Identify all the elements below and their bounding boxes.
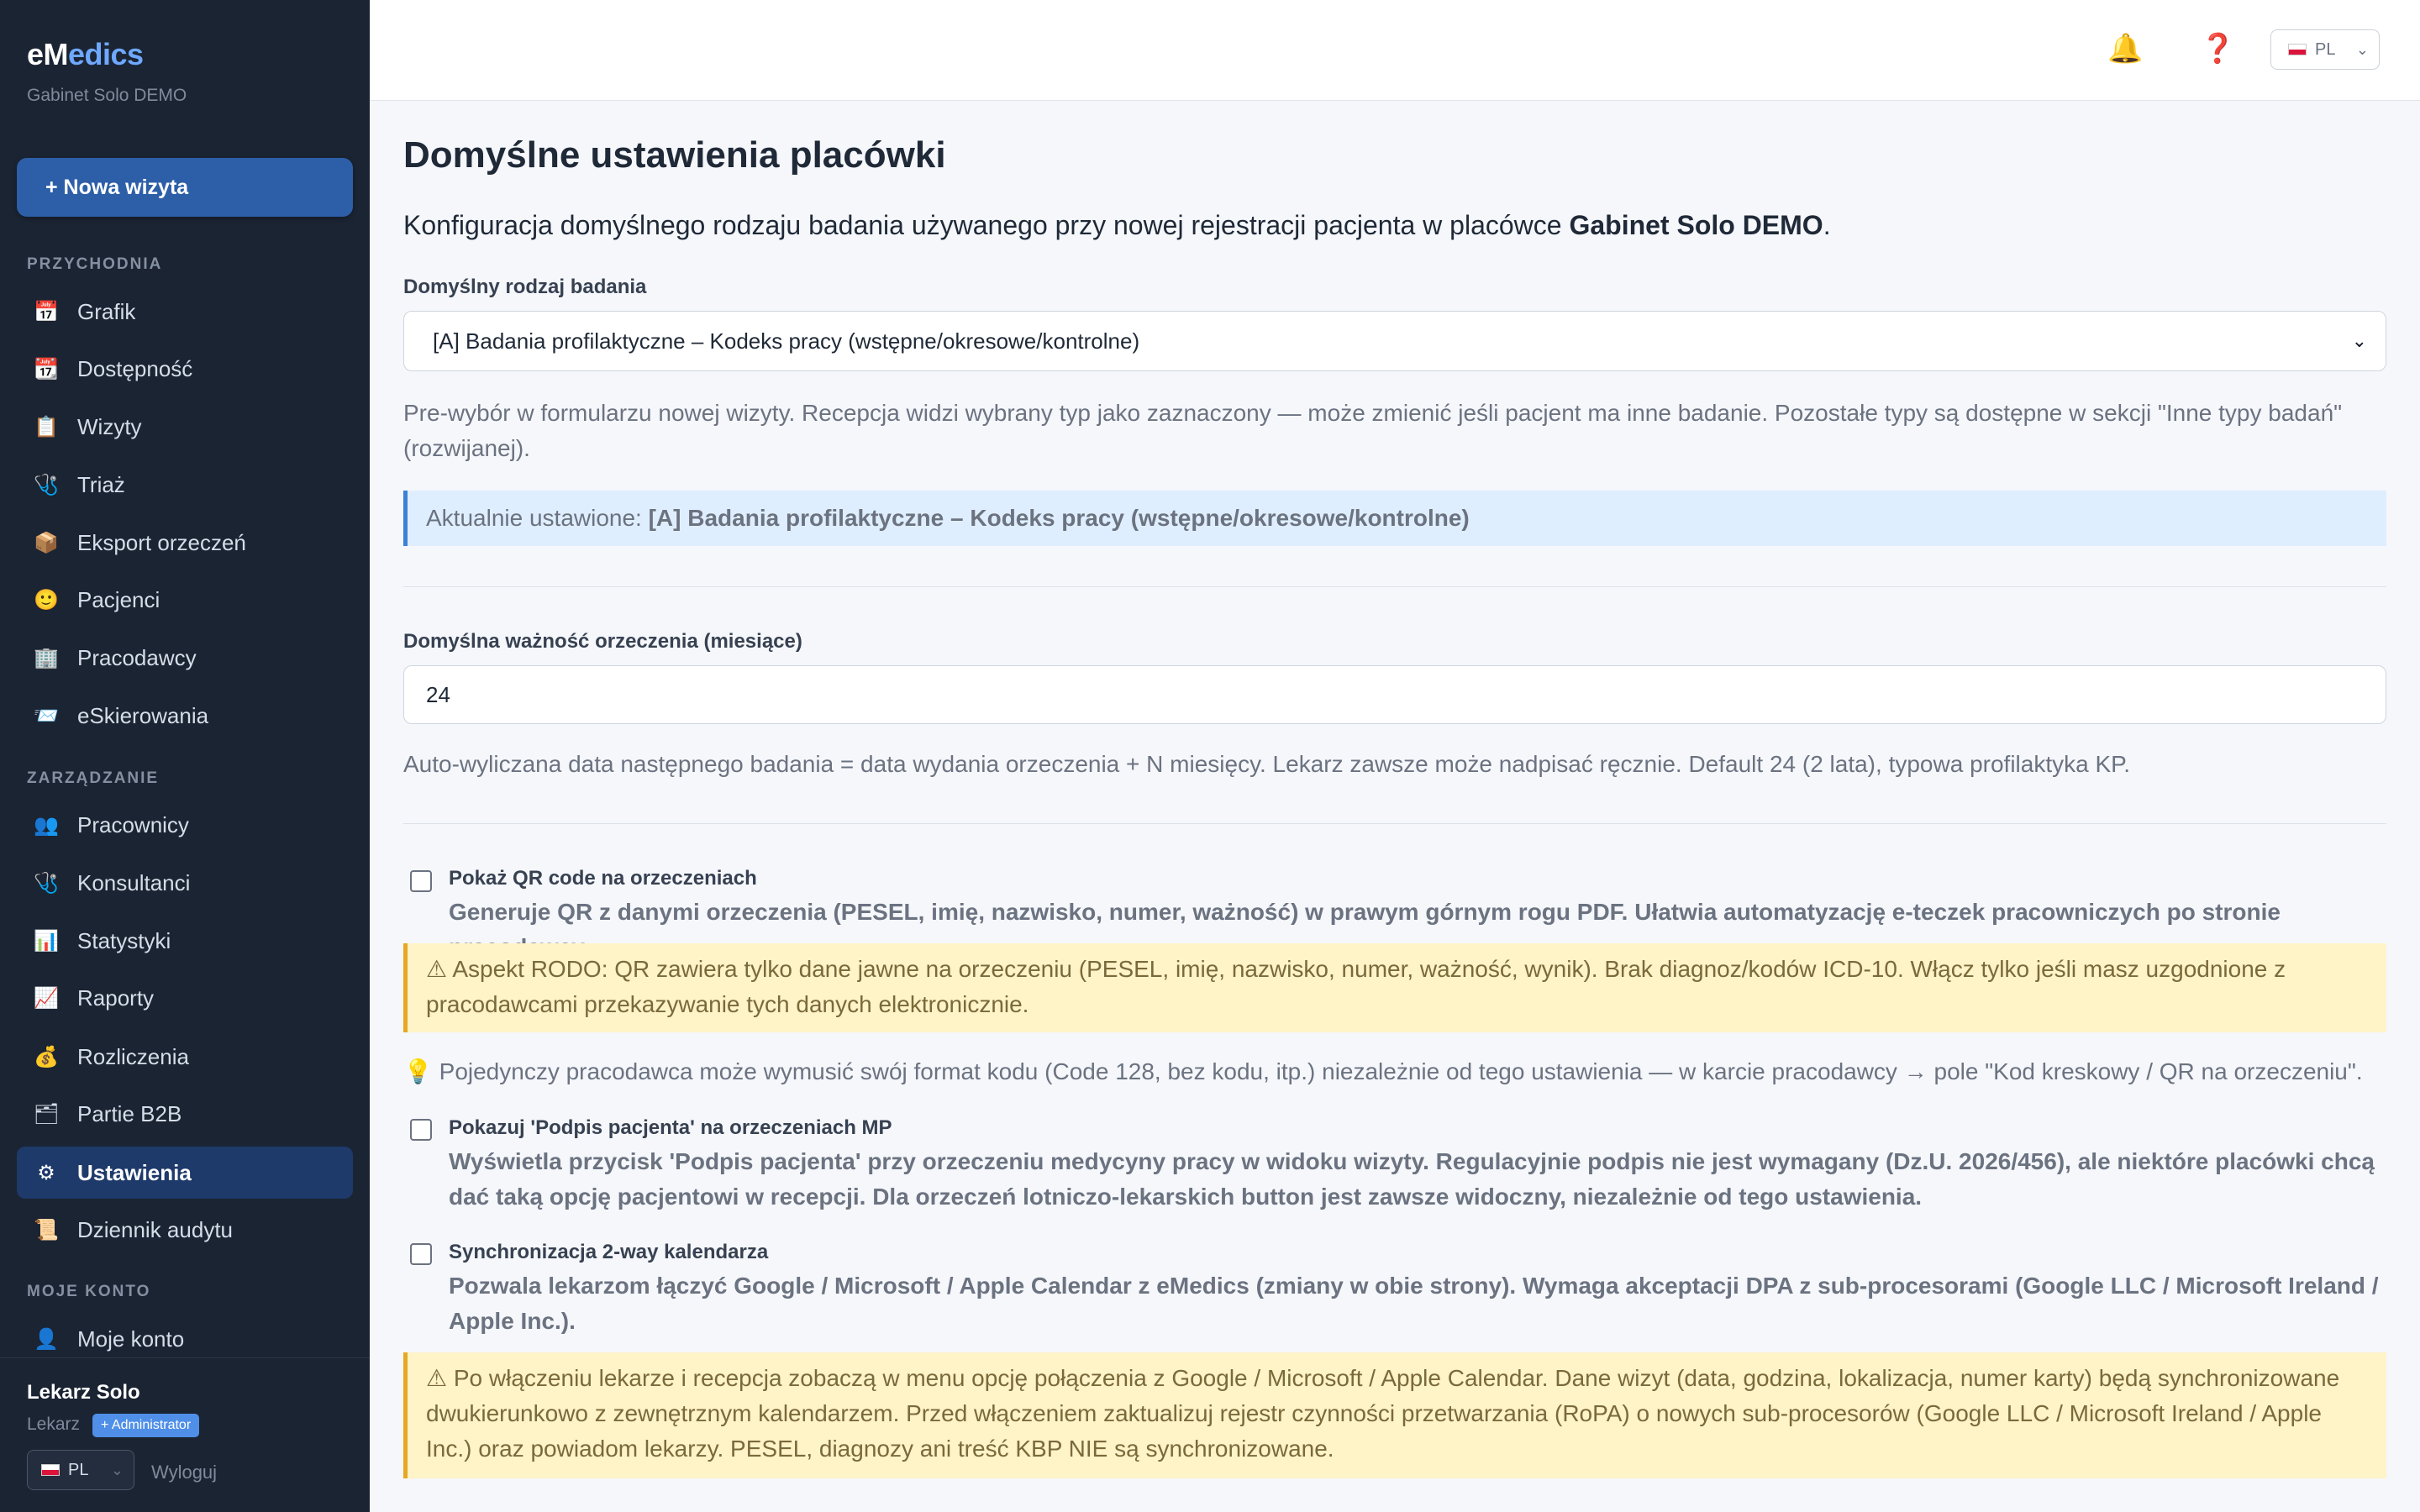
signature-checkbox[interactable] [410, 1119, 432, 1141]
sidebar-item-rozliczenia[interactable] [17, 1031, 353, 1083]
qr-tip: 💡 Pojedynczy pracodawca może wymusić swój format kodu (Code 128, bez kodu, itp.) niezależnie od tego ustawienia — w karcie pracodawcy → pole "Kod kreskowy / QR na orzeczeniu". [403, 1058, 2363, 1084]
sidebar-item-wizyty[interactable] [17, 401, 353, 453]
clinic-name: Gabinet Solo DEMO [27, 86, 187, 105]
sidebar-item-dostepnosc[interactable] [17, 343, 353, 395]
qr-title: Pokaż QR code na orzeczeniach [449, 867, 757, 890]
new-visit-button[interactable]: + Nowa wizyta [17, 158, 353, 217]
divider [403, 586, 2386, 587]
divider [403, 823, 2386, 824]
sidebar-item-label: Raporty [77, 984, 155, 1011]
language-select-sidebar[interactable]: PL ⌄ [27, 1450, 134, 1490]
user-role: Lekarz [27, 1415, 81, 1434]
scroll-icon: 📜 [34, 1218, 59, 1242]
sidebar-item-pracodawcy[interactable] [17, 632, 353, 684]
sidebar-item-konsultanci[interactable] [17, 857, 353, 909]
calendar-sync-title: Synchronizacja 2-way kalendarza [449, 1241, 769, 1263]
sidebar-item-ustawienia[interactable] [17, 1147, 353, 1199]
signature-title: Pokazuj 'Podpis pacjenta' na orzeczeniach MP [449, 1116, 892, 1139]
qr-rodo-warning: ⚠ Aspekt RODO: QR zawiera tylko dane jawne na orzeczeniu (PESEL, imię, nazwisko, numer, ważność, wynik). Brak diagnoz/kodów ICD-10. Włącz tylko jeśli masz uzgodnione z pracodawcami przekazywanie tych danych elektronicznie. [403, 943, 2386, 1032]
signature-description: Wyświetla przycisk 'Podpis pacjenta' przy orzeczeniu medycyny pracy w widoku wizyty. Regulacyjnie podpis nie jest wymagany (Dz.U. 2026/456), ale niektóre placówki chcą dać taką opcję pacjentowi w recepcji. Dla orzeczeń lotniczo-lekarskich button jest zawsze widoczny, niezależnie od tego ustawienia. [449, 1148, 2375, 1210]
qr-checkbox[interactable] [410, 870, 432, 892]
folder-icon: 🗂 [33, 1102, 60, 1126]
chevron-down-icon: ⌄ [2351, 330, 2367, 351]
sidebar-item-label: eSkierowania [77, 702, 209, 728]
qr-description: Generuje QR z danymi orzeczenia (PESEL, imię, nazwisko, numer, ważność) w prawym górnym rogu PDF. Ułatwia automatyzację e-teczek pracowniczych po stronie [449, 899, 2281, 925]
sidebar-item-raporty[interactable] [17, 972, 353, 1024]
sidebar [0, 0, 370, 1512]
calendar-icon: 📅 [34, 300, 59, 323]
sidebar-item-pacjenci[interactable] [17, 574, 353, 626]
exam-type-select[interactable]: [A] Badania profilaktyczne – Kodeks pracy (wstępne/okresowe/kontrolne) ⌄ [403, 311, 2386, 371]
sidebar-item-partie-b2b[interactable] [17, 1088, 353, 1140]
sidebar-item-label: Grafik [77, 298, 136, 324]
bell-icon[interactable]: 🔔 [2107, 33, 2144, 65]
validity-help: Auto-wyliczana data następnego badania = data wydania orzeczenia + N miesięcy. Lekarz zawsze może nadpisać ręcznie. Default 24 (2 lata), typowa profilaktyka KP. [403, 751, 2130, 777]
sidebar-item-label: Pracownicy [77, 811, 189, 837]
help-icon[interactable]: ❓ [2200, 33, 2236, 65]
sidebar-item-label: Triaż [77, 471, 125, 497]
app-logo[interactable]: eMedics [27, 37, 144, 71]
sidebar-item-label: Moje konto [77, 1326, 185, 1352]
user-icon: 👤 [34, 1327, 59, 1351]
page-intro: Konfiguracja domyślnego rodzaju badania używanego przy nowej rejestracji pacjenta w placówce Gabinet Solo DEMO. [403, 210, 1831, 240]
sidebar-item-label: Pacjenci [77, 586, 160, 612]
sidebar-item-eskierowania[interactable] [17, 690, 353, 742]
sidebar-item-label: Dziennik audytu [77, 1216, 233, 1242]
sidebar-item-label: Partie B2B [77, 1100, 182, 1126]
inbox-icon: 📨 [34, 704, 59, 727]
user-name: Lekarz Solo [27, 1381, 140, 1404]
sidebar-item-dziennik-audytu[interactable] [17, 1204, 353, 1256]
face-icon: 🙂 [34, 588, 59, 612]
exam-type-help: Pre-wybór w formularzu nowej wizyty. Recepcja widzi wybrany typ jako zaznaczony — może zmienić jeśli pacjent ma inne badanie. Pozostałe typy są dostępne w sekcji "Inne typy badań" (rozwijanej). [403, 400, 2343, 461]
sidebar-item-eksport-orzeczen[interactable] [17, 517, 353, 569]
poland-flag-icon [41, 1464, 60, 1476]
package-icon: 📦 [34, 531, 59, 554]
stethoscope-icon: 🩺 [34, 871, 59, 895]
sidebar-item-grafik[interactable] [17, 286, 353, 338]
section-label-management: ZARZĄDZANIE [27, 769, 160, 787]
bar-chart-icon: 📊 [34, 929, 59, 953]
sidebar-item-label: Statystyki [77, 927, 171, 953]
logout-link[interactable]: Wyloguj [151, 1462, 218, 1483]
sidebar-item-label: Konsultanci [77, 869, 191, 895]
line-chart-icon: 📈 [34, 986, 59, 1010]
clipboard-icon: 📋 [34, 415, 59, 438]
validity-label: Domyślna ważność orzeczenia (miesiące) [403, 630, 802, 653]
sidebar-item-label: Rozliczenia [77, 1043, 189, 1069]
users-icon: 👥 [34, 813, 59, 837]
sidebar-item-label: Eksport orzeczeń [77, 529, 246, 555]
sidebar-item-label: Dostępność [77, 355, 193, 381]
chevron-down-icon: ⌄ [2355, 40, 2369, 58]
sidebar-item-triaz[interactable] [17, 459, 353, 511]
calendar-sync-warning: ⚠ Po włączeniu lekarze i recepcja zobaczą w menu opcję połączenia z Google / Microsoft / Apple Calendar. Dane wizyt (data, godzina, lokalizacja, numer karty) będą synchronizowane dwukierunkowo z zewnętrznym kalendarzem. Przed włączeniem zaktualizuj rejestr czynności przetwarzania (RoPA) o nowych sub-procesorów (Google LLC / Microsoft Ireland / Apple Inc.) oraz powiadom lekarzy. PESEL, diagnozy ani treść KBP NIE są synchronizowane. [403, 1352, 2386, 1478]
gear-icon: ⚙ [37, 1161, 55, 1184]
calendar-sync-checkbox[interactable] [410, 1243, 432, 1265]
sidebar-item-pracownicy[interactable] [17, 799, 353, 851]
admin-badge: + Administrator [92, 1414, 199, 1437]
office-building-icon: 🏢 [34, 646, 59, 669]
calendar-sync-description: Pozwala lekarzom łączyć Google / Microsoft / Apple Calendar z eMedics (zmiany w obie strony). Wymaga akceptacji DPA z sub-procesorami (Google LLC / Microsoft Ireland / Apple Inc.). [449, 1273, 2379, 1334]
calendar-tear-off-icon: 📆 [34, 357, 59, 381]
validity-input[interactable]: 24 [403, 665, 2386, 724]
current-setting-info: Aktualnie ustawione: [A] Badania profilaktyczne – Kodeks pracy (wstępne/okresowe/kontrolne) [403, 491, 2386, 546]
language-select-header[interactable]: PL ⌄ [2270, 29, 2380, 70]
sidebar-item-label: Ustawienia [77, 1159, 192, 1185]
page-title: Domyślne ustawienia placówki [403, 134, 946, 176]
sidebar-item-label: Pracodawcy [77, 644, 197, 670]
section-label-account: MOJE KONTO [27, 1283, 151, 1300]
section-label-clinic: PRZYCHODNIA [27, 255, 163, 273]
sidebar-item-label: Wizyty [77, 413, 142, 439]
exam-type-label: Domyślny rodzaj badania [403, 276, 647, 298]
money-bag-icon: 💰 [34, 1045, 59, 1068]
sidebar-item-statystyki[interactable] [17, 915, 353, 967]
chevron-down-icon: ⌄ [110, 1461, 124, 1478]
poland-flag-icon [2288, 44, 2307, 55]
stethoscope-icon: 🩺 [34, 473, 59, 496]
